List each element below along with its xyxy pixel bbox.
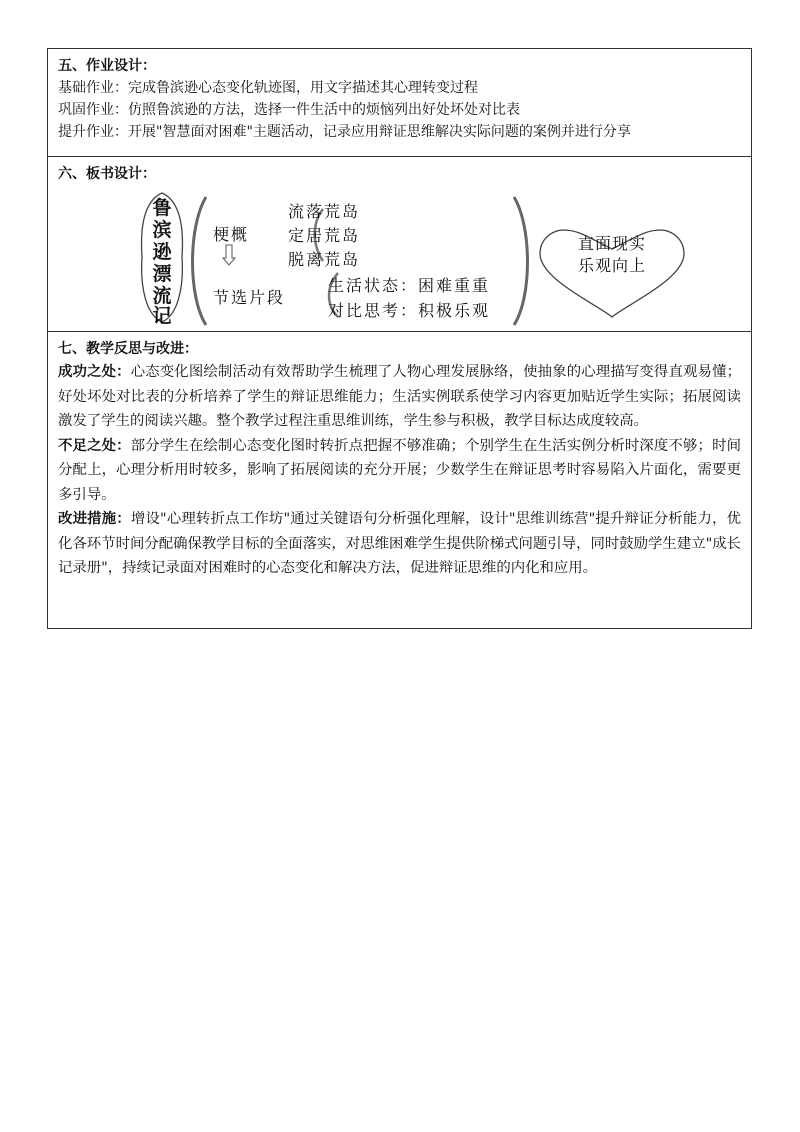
success-label: 成功之处： xyxy=(58,364,131,380)
deficiency-paragraph xyxy=(58,434,741,508)
heart-line: 直面现实 xyxy=(577,234,646,253)
excerpt-item: 生活状态：困难重重 xyxy=(328,276,491,295)
excerpt-item: 对比思考：积极乐观 xyxy=(328,301,491,320)
big-right-brace xyxy=(514,197,528,325)
improvement-label: 改进措施： xyxy=(58,511,131,527)
down-arrow-icon xyxy=(223,245,235,265)
success-text: 心态变化图绘制活动有效帮助学生梳理了人物心理发展脉络，使抽象的心理描写变得直观易懂；好处坏处对比表的分析培养了学生的辩证思维能力；生活实例联系使学习内容更加贴近学生实际；拓展阅读激发了学生的阅读兴趣。整个教学过程注重思维训练，学生参与积极，教学目标达成度较高。 xyxy=(58,364,741,429)
homework-consolidate: 巩固作业：仿照鲁滨逊的方法，选择一件生活中的烦恼列出好处坏处对比表 xyxy=(58,102,520,118)
book-title-char: 漂 xyxy=(152,263,172,285)
improvement-paragraph xyxy=(58,507,741,581)
book-title-vertical xyxy=(141,187,183,327)
summary-item: 脱离荒岛 xyxy=(288,250,361,269)
blackboard-diagram xyxy=(48,157,751,332)
teaching-reflection-title: 七、教学反思与改进： xyxy=(58,341,198,357)
excerpt-label: 节选片段 xyxy=(213,288,286,307)
big-left-brace xyxy=(193,197,207,325)
blackboard-design-title: 六、板书设计： xyxy=(58,166,156,182)
homework-basic: 基础作业：完成鲁滨逊心态变化轨迹图，用文字描述其心理转变过程 xyxy=(58,80,478,96)
heart-line: 乐观向上 xyxy=(577,256,646,275)
homework-design-section xyxy=(48,49,751,157)
improvement-text: 增设"心理转折点工作坊"通过关键语句分析强化理解，设计"思维训练营"提升辩证分析能力，优化各环节时间分配确保教学目标的全面落实，对思维困难学生提供阶梯式问题引导，同时鼓励学生建立"成长记录册"，持续记录面对困难时的心态变化和解决方法，促进辩证思维的内化和应用。 xyxy=(58,511,741,576)
success-paragraph xyxy=(58,360,741,434)
book-title-char: 记 xyxy=(152,305,172,327)
book-title-char: 流 xyxy=(152,285,172,307)
blackboard-design-section xyxy=(48,157,751,332)
book-title-char: 鲁 xyxy=(152,197,172,219)
book-title-char: 滨 xyxy=(152,219,172,241)
summary-item: 定居荒岛 xyxy=(288,226,361,245)
deficiency-text: 部分学生在绘制心态变化图时转折点把握不够准确；个别学生在生活实例分析时深度不够；时间分配上，心理分析用时较多，影响了拓展阅读的充分开展；少数学生在辩证思考时容易陷入片面化，需要更多引导。 xyxy=(58,437,741,503)
book-title-char: 逊 xyxy=(152,241,172,263)
summary-label: 梗概 xyxy=(213,225,250,244)
summary-item: 流落荒岛 xyxy=(288,202,361,221)
deficiency-label: 不足之处： xyxy=(58,437,131,454)
homework-design-title: 五、作业设计： xyxy=(58,58,156,74)
homework-advanced: 提升作业：开展"智慧面对困难"主题活动，记录应用辩证思维解决实际问题的案例并进行分享 xyxy=(58,124,631,140)
teaching-reflection-section xyxy=(48,332,751,628)
lesson-plan-table xyxy=(47,48,752,629)
